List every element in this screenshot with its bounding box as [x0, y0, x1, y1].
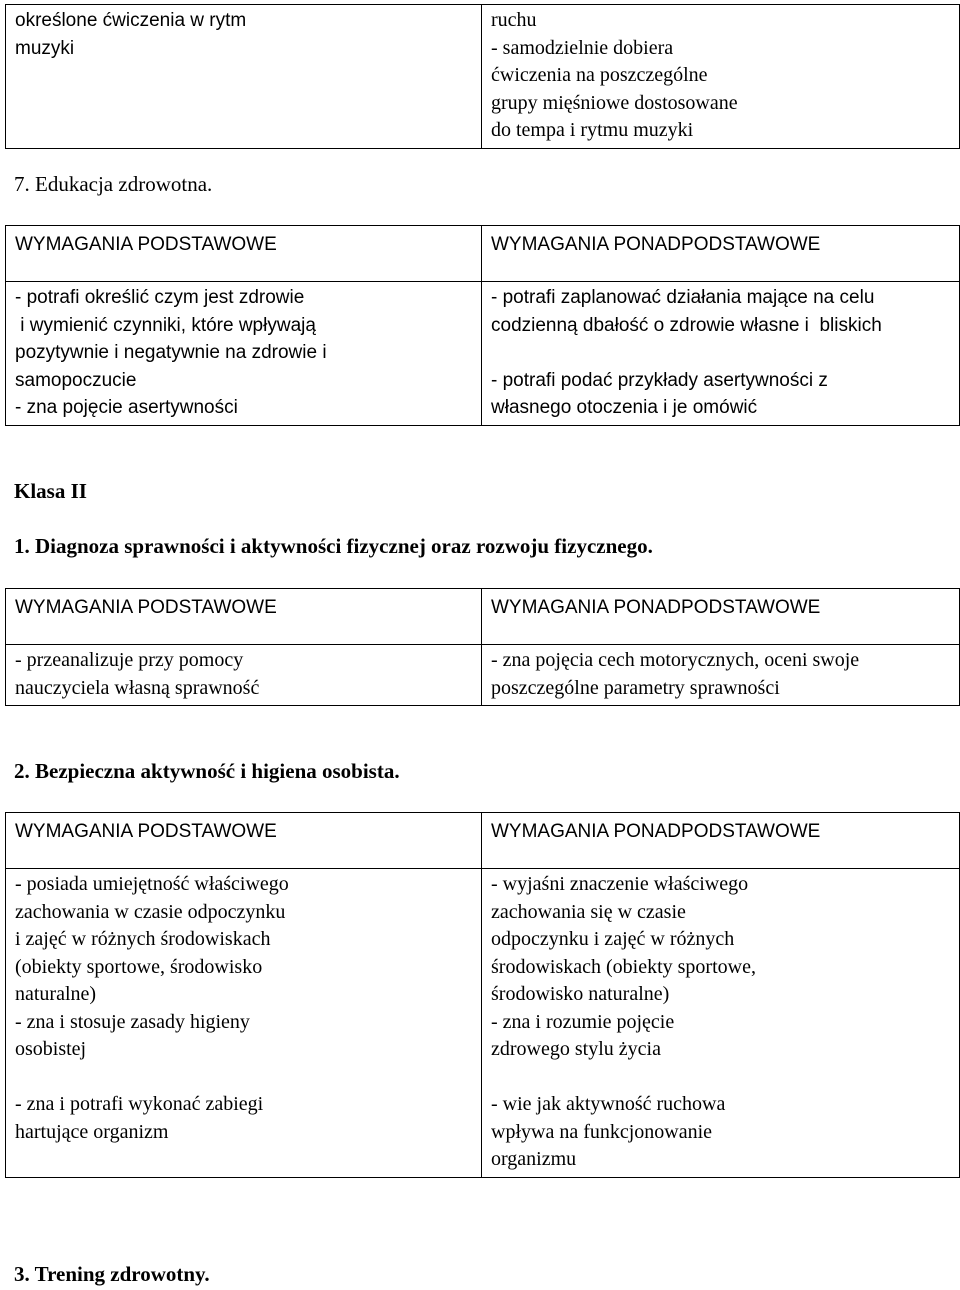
text-line: organizmu	[491, 1148, 577, 1170]
basic-requirements-cell	[6, 645, 482, 706]
text-line: wpływa na funkcjonowanie	[491, 1120, 713, 1143]
text-line: zachowania w czasie odpoczynku	[15, 900, 286, 923]
health-education-table	[5, 225, 960, 426]
header-basic: WYMAGANIA PODSTAWOWE	[6, 226, 482, 282]
spacer	[15, 1064, 473, 1092]
text-line: samopoczucie	[15, 369, 137, 391]
text-line: odpoczynku i zajęć w różnych	[491, 928, 735, 950]
header-basic: WYMAGANIA PODSTAWOWE	[6, 813, 482, 869]
text-line: - wie jak aktywność ruchowa	[491, 1093, 726, 1115]
text-line: hartujące organizm	[15, 1120, 169, 1143]
text-line: - posiada umiejętność właściwego	[15, 873, 289, 895]
text-line: - zna pojęcie asertywności	[15, 397, 238, 418]
class-title: Klasa II	[14, 479, 87, 503]
text-line: osobistej	[15, 1038, 87, 1060]
text-line: - wyjaśni znaczenie właściwego	[491, 873, 749, 895]
text-line: naturalne)	[15, 983, 97, 1005]
text-line: określone ćwiczenia w rytm	[15, 10, 247, 31]
header-advanced: WYMAGANIA PONADPODSTAWOWE	[482, 226, 960, 282]
text-line: zdrowego stylu życia	[491, 1038, 661, 1060]
advanced-requirements-cell	[482, 645, 960, 706]
text-line: do tempa i rytmu muzyki	[491, 119, 694, 141]
text-line: środowiskach (obiekty sportowe,	[491, 955, 756, 978]
section-title-diagnosis: 1. Diagnoza sprawności i aktywności fizycznej oraz rozwoju fizycznego.	[14, 534, 653, 558]
text-line: (obiekty sportowe, środowisko	[15, 955, 263, 978]
header-basic: WYMAGANIA PODSTAWOWE	[6, 589, 482, 645]
text-line: własnego otoczenia i je omówić	[491, 397, 758, 418]
text-line: pozytywnie i negatywnie na zdrowie i	[15, 342, 327, 363]
continuation-table	[5, 4, 960, 149]
text-line: - zna pojęcia cech motorycznych, oceni swoje	[491, 649, 860, 671]
text-line: - zna i stosuje zasady higieny	[15, 1010, 250, 1033]
text-line: zachowania się w czasie	[491, 900, 686, 923]
text-line: poszczególne parametry sprawności	[491, 676, 780, 699]
text-line: - samodzielnie dobiera	[491, 36, 674, 59]
header-advanced: WYMAGANIA PONADPODSTAWOWE	[482, 589, 960, 645]
basic-requirements-cell	[6, 869, 482, 1178]
text-line: - przeanalizuje przy pomocy	[15, 649, 244, 671]
text-line: - potrafi określić czym jest zdrowie	[15, 287, 305, 308]
section-title-health-education: 7. Edukacja zdrowotna.	[14, 172, 213, 196]
advanced-requirements-cell	[482, 869, 960, 1178]
text-line: grupy mięśniowe dostosowane	[491, 91, 738, 114]
diagnosis-table	[5, 588, 960, 706]
text-line: codzienną dbałość o zdrowie własne i bliskich	[491, 314, 882, 336]
text-line: ćwiczenia na poszczególne	[491, 64, 708, 86]
text-line: - zna i potrafi wykonać zabiegi	[15, 1093, 264, 1115]
text-line: środowisko naturalne)	[491, 983, 670, 1005]
text-line: - zna i rozumie pojęcie	[491, 1010, 675, 1033]
text-line: - potrafi zaplanować działania mające na celu	[491, 287, 875, 308]
text-line: muzyki	[15, 37, 75, 59]
continuation-right-cell	[482, 5, 960, 149]
basic-requirements-cell	[6, 282, 482, 426]
text-line: i zajęć w różnych środowiskach	[15, 928, 271, 950]
section-title-health-training: 3. Trening zdrowotny.	[14, 1262, 210, 1286]
text-line: nauczyciela własną sprawność	[15, 676, 260, 699]
spacer	[491, 1064, 951, 1092]
continuation-left-cell	[6, 5, 482, 149]
text-line: ruchu	[491, 9, 537, 31]
text-line: i wymienić czynniki, które wpływają	[15, 314, 316, 336]
advanced-requirements-cell	[482, 282, 960, 426]
header-advanced: WYMAGANIA PONADPODSTAWOWE	[482, 813, 960, 869]
text-line: - potrafi podać przykłady asertywności z	[491, 369, 828, 391]
section-title-safety-hygiene: 2. Bezpieczna aktywność i higiena osobista.	[14, 759, 400, 783]
spacer	[491, 339, 951, 367]
safety-hygiene-table	[5, 812, 960, 1178]
